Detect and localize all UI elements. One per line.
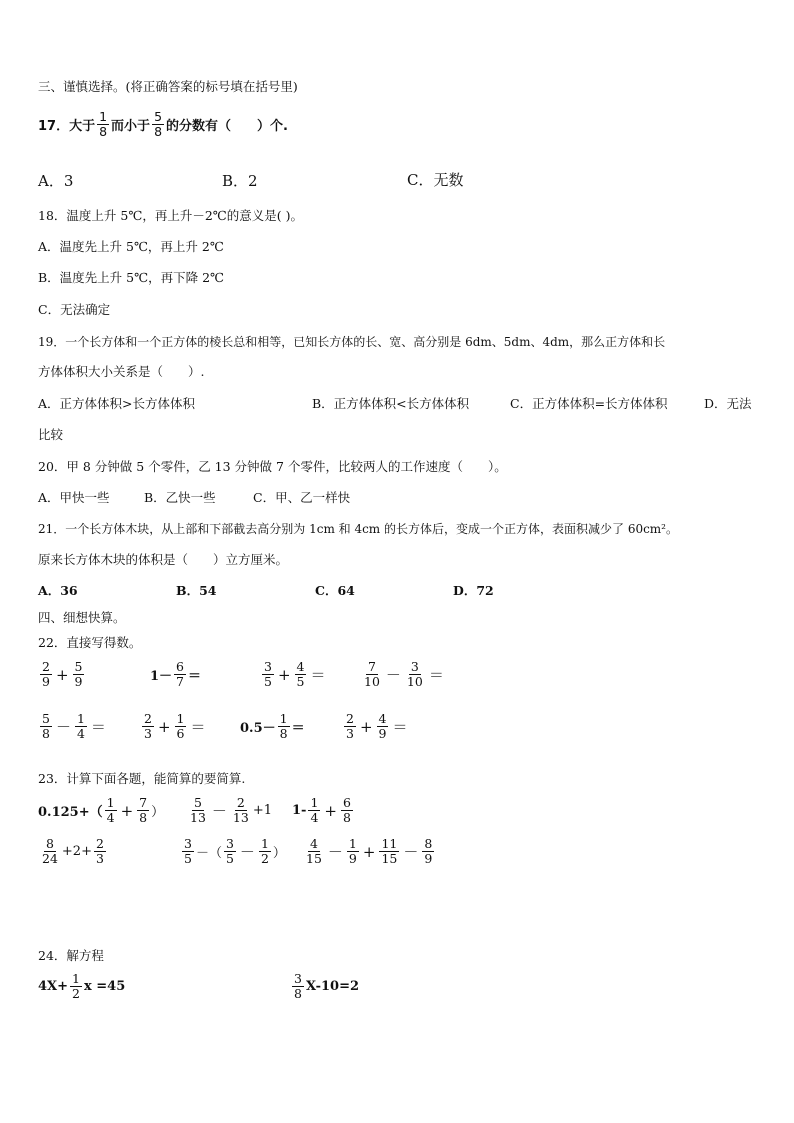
q20-option-a: A．甲快一些	[38, 490, 110, 505]
operator: －	[55, 718, 71, 736]
q17-option-b: B．2	[222, 172, 258, 190]
fraction: $\frac{11}{15}$	[381, 836, 398, 866]
equals: ＝	[190, 718, 206, 736]
q20-stem: 20．甲 8 分钟做 5 个零件，乙 13 分钟做 7 个零件，比较两人的工作速度（ ）。	[38, 459, 507, 474]
q19-option-d: D．无法	[704, 396, 752, 411]
fraction: $\frac{7}{10}$	[364, 659, 380, 689]
fraction: $\frac{4}{9}$	[378, 711, 387, 741]
lead: 1－	[150, 669, 173, 684]
fraction: $\frac{1}{9}$	[348, 836, 357, 866]
fraction: $\frac{2}{3}$	[346, 711, 354, 741]
lead: 1-	[292, 803, 307, 818]
denominator: 8	[154, 124, 163, 139]
operator: +	[120, 801, 134, 820]
operator: +	[55, 665, 69, 684]
q21-option-d: D．72	[453, 583, 494, 598]
q23-expr-6	[302, 837, 436, 866]
q17-prefix: 17．大于	[38, 119, 96, 134]
q22-expr-4	[360, 660, 446, 689]
equals: ＝	[310, 666, 326, 684]
fraction: $\frac{1}{6}$	[176, 711, 185, 741]
q21-option-a: A．36	[38, 583, 78, 598]
mid: +2+	[61, 844, 92, 859]
q17-suffix: 的分数有（ ）个.	[166, 119, 288, 134]
fraction: $\frac{1}{2}$	[72, 971, 80, 1001]
q22-expr-6	[140, 712, 208, 741]
mid: －（	[195, 846, 222, 861]
q17-mid: 而小于	[111, 119, 151, 134]
q23-expr-1	[38, 796, 164, 825]
q17-option-c: C．无数	[407, 171, 464, 189]
q21-option-b: B．54	[176, 583, 217, 598]
q23-expr-5	[180, 837, 286, 866]
operator: －	[327, 843, 343, 861]
q23-expr-3	[292, 796, 355, 825]
q21-stem-line1: 21．一个长方体木块，从上部和下部截去高分别为 1cm 和 4cm 的长方体后，变成一个正方体，表面积减少了 60cm²。	[38, 522, 678, 536]
q19-stem-line2: 方体体积大小关系是（ ）.	[38, 364, 205, 379]
fraction: $\frac{2}{9}$	[42, 659, 50, 689]
fraction: $\frac{1}{8}$	[279, 711, 288, 741]
q19-option-a: A．正方体体积>长方体体积	[38, 396, 196, 411]
fraction: $\frac{2}{3}$	[95, 836, 104, 866]
fraction: $\frac{8}{9}$	[424, 836, 433, 866]
q22-expr-1	[38, 660, 86, 689]
operator: +	[324, 801, 337, 820]
equals: ＝	[428, 666, 444, 684]
tail: ）	[151, 805, 165, 820]
tail: ）	[272, 846, 286, 861]
q24-equation-1	[38, 972, 125, 1001]
fraction: $\frac{8}{24}$	[42, 836, 58, 866]
fraction: $\frac{5}{9}$	[74, 659, 83, 689]
fraction: $\frac{1}{4}$	[76, 711, 85, 741]
tail: X-10=2	[305, 979, 360, 994]
equals: ＝	[291, 721, 305, 736]
fraction: $\frac{3}{5}$	[264, 659, 272, 689]
tail: +1	[252, 803, 272, 818]
fraction: $\frac{7}{8}$	[139, 795, 148, 825]
operator: +	[359, 717, 373, 736]
lead: 0.125+（	[38, 805, 103, 820]
q22-expr-5	[38, 712, 108, 741]
q17-option-a: A．3	[38, 172, 74, 190]
tail: x =45	[83, 979, 126, 994]
equals: ＝	[90, 718, 106, 736]
fraction: $\frac{3}{8}$	[294, 971, 302, 1001]
operator: －	[239, 843, 255, 861]
numerator: 5	[154, 109, 163, 124]
fraction: $\frac{2}{3}$	[144, 711, 152, 741]
operator: +	[157, 717, 171, 736]
q23-expr-4	[38, 837, 108, 866]
section-4-title: 四、细想快算。	[38, 610, 126, 625]
q18-option-a: A．温度先上升 5℃，再上升 2℃	[38, 239, 224, 254]
fraction	[97, 110, 109, 139]
fraction: $\frac{1}{4}$	[310, 795, 319, 825]
denominator: 8	[99, 124, 108, 139]
question-17	[38, 110, 288, 139]
q19-option-b: B．正方体体积<长方体体积	[312, 396, 470, 411]
q20-option-b: B．乙快一些	[144, 490, 216, 505]
fraction: $\frac{3}{5}$	[184, 836, 192, 866]
operator: －	[403, 843, 419, 861]
lead: 4X+	[38, 979, 69, 994]
fraction	[152, 110, 164, 139]
fraction: $\frac{6}{7}$	[176, 659, 184, 689]
fraction: $\frac{2}{13}$	[232, 795, 249, 825]
lead: 0.5－	[240, 721, 276, 736]
equals: ＝	[392, 718, 408, 736]
q22-expr-2	[150, 660, 201, 689]
q19-option-c: C．正方体体积=长方体体积	[510, 396, 668, 411]
q20-option-c: C．甲、乙一样快	[253, 490, 351, 505]
section-3-title: 三、谨慎选择。(将正确答案的标号填在括号里)	[38, 79, 298, 94]
operator: +	[277, 665, 291, 684]
numerator: 1	[99, 109, 108, 124]
equals: ＝	[188, 669, 202, 684]
fraction: $\frac{5}{13}$	[190, 795, 206, 825]
fraction: $\frac{4}{15}$	[306, 836, 322, 866]
fraction: $\frac{3}{5}$	[225, 836, 234, 866]
q24-stem: 24．解方程	[38, 948, 104, 963]
q22-expr-7	[240, 712, 305, 741]
operator: +	[362, 842, 376, 861]
fraction: $\frac{5}{8}$	[42, 711, 50, 741]
q21-option-c: C．64	[315, 583, 355, 598]
q18-stem: 18．温度上升 5℃，再上升－2℃的意义是( )。	[38, 208, 303, 223]
q22-expr-8	[342, 712, 410, 741]
q23-expr-2	[186, 796, 272, 825]
q21-stem-line2: 原来长方体木块的体积是（ ）立方厘米。	[38, 552, 289, 567]
fraction: $\frac{6}{8}$	[342, 795, 351, 825]
fraction: $\frac{4}{5}$	[296, 659, 305, 689]
operator: －	[211, 802, 227, 820]
q24-equation-2	[290, 972, 359, 1001]
q22-expr-3	[260, 660, 328, 689]
q18-option-c: C．无法确定	[38, 302, 111, 317]
q23-stem: 23．计算下面各题，能简算的要简算.	[38, 771, 246, 786]
q22-stem: 22．直接写得数。	[38, 635, 142, 650]
q19-stem-line1: 19．一个长方体和一个正方体的棱长总和相等，已知长方体的长、宽、高分别是 6dm、5dm、4dm，那么正方体和长	[38, 335, 666, 349]
fraction: $\frac{3}{10}$	[406, 659, 423, 689]
q19-option-d-wrap: 比较	[38, 427, 64, 442]
operator: －	[385, 666, 401, 684]
q18-option-b: B．温度先上升 5℃，再下降 2℃	[38, 270, 225, 285]
fraction: $\frac{1}{4}$	[106, 795, 115, 825]
fraction: $\frac{1}{2}$	[260, 836, 269, 866]
